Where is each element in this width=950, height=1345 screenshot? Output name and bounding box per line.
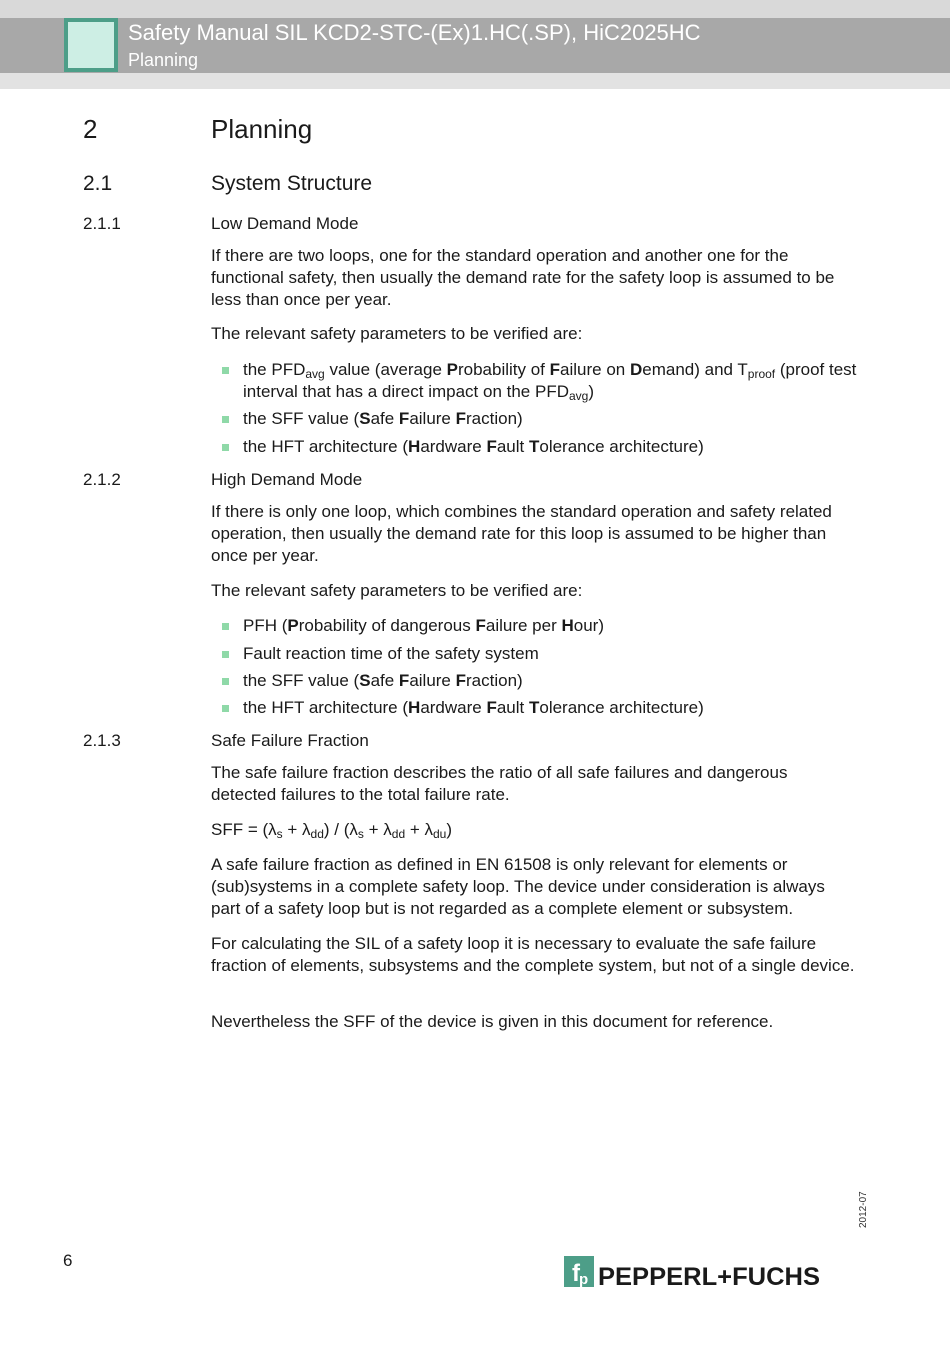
s212-paragraph-1: If there is only one loop, which combines the standard operation and safety related operation, then usually the demand rate for this loop is assumed to be higher than once per year. [211,502,832,565]
header-underline [0,73,950,89]
header-title: Safety Manual SIL KCD2-STC-(Ex)1.HC(.SP), HiC2025HC [128,20,701,45]
list-item: the HFT architecture (Hardware Fault Tolerance architecture) [222,436,862,458]
list-item: PFH (Probability of dangerous Failure per Hour) [222,615,862,637]
bullet-icon [222,623,229,630]
list-item: the $PFD_{avg}$ value (average Probability of Failure on Demand) and $T_{proof}$ (proof test interval that has a direct impact on the $PFD_{avg}$) [222,359,862,403]
list-item [222,643,862,665]
svg-text:p: p [579,1271,589,1288]
s212-number: 2.1.2 [83,470,121,489]
list-item: the SFF value (Safe Failure Fraction) [222,408,862,430]
bullet-icon [222,705,229,712]
s213-paragraph-3: For calculating the SIL of a safety loop it is necessary to evaluate the safe failure fraction of elements, subsystems and the complete system, but not of a single device. [211,934,855,975]
sff-formula: SFF = $(\lambda_s + \lambda_{dd}) / (\lambda_s + \lambda_{dd} + \lambda_{du})$ [211,820,453,841]
list-item: the SFF value (Safe Failure Fraction) [222,670,862,692]
top-band [0,0,950,18]
page-number: 6 [63,1251,73,1270]
header-subtitle: Planning [128,50,199,70]
section-number: 2 [83,114,98,144]
s213-paragraph-4: Nevertheless the SFF of the device is given in this document for reference. [211,1012,774,1031]
s211-paragraph-2: The relevant safety parameters to be verified are: [211,324,583,343]
s213-paragraph-1: The safe failure fraction describes the ratio of all safe failures and dangerous detected failures to the total failure rate. [211,763,788,804]
section-title: Planning [211,114,313,144]
list-item: the HFT architecture (Hardware Fault Tolerance architecture) [222,697,862,719]
bullet-icon [222,651,229,658]
s213-number: 2.1.3 [83,731,121,750]
s211-paragraph-1: If there are two loops, one for the standard operation and another one for the functional safety, then usually the demand rate for the safety loop is assumed to be less than once per year. [211,246,835,309]
s213-paragraph-2: A safe failure fraction as defined in EN 61508 is only relevant for elements or (sub)systems in a complete safety loop. The device under consideration is always part of a safety loop but is not regarded as a complete element or subsystem. [211,855,825,918]
header-square-inner [68,22,114,68]
subsection-title: System Structure [211,172,373,195]
subsection-number: 2.1 [83,172,113,195]
s213-title: Safe Failure Fraction [211,731,369,750]
svg-text:PEPPERL+FUCHS: PEPPERL+FUCHS [598,1263,820,1289]
s212-title: High Demand Mode [211,470,363,489]
s212-paragraph-2: The relevant safety parameters to be verified are: [211,581,583,600]
bullet-icon [222,367,229,374]
bullet-icon [222,444,229,451]
svg-text:f: f [572,1260,580,1287]
bullet-icon [222,416,229,423]
date-code: 2012-07 [858,1191,869,1228]
s212-bullet-2: Fault reaction time of the safety system [243,644,539,663]
bullet-icon [222,678,229,685]
s211-title: Low Demand Mode [211,214,359,233]
pepperl-fuchs-logo [564,1255,822,1289]
s211-number: 2.1.1 [83,214,121,233]
